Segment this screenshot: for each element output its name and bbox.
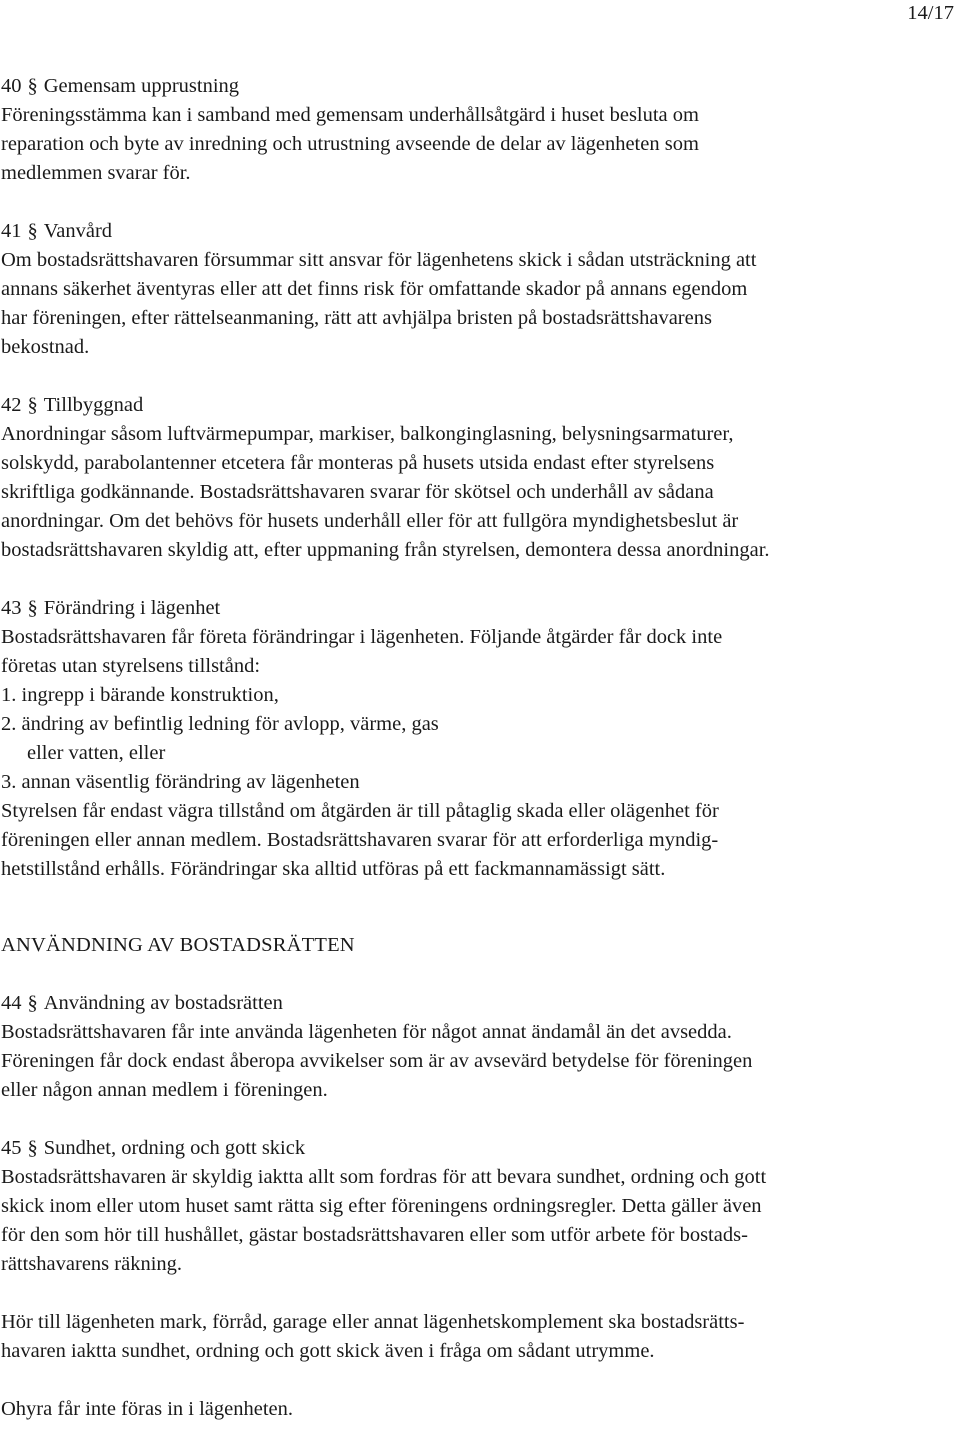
section-heading	[1, 1134, 956, 1163]
section-symbol: §	[27, 597, 38, 619]
paragraph-line: anordningar. Om det behövs för husets underhåll eller för att fullgöra myndighetsbeslut är	[1, 510, 739, 532]
paragraph-line: skriftliga godkännande. Bostadsrättshavaren svarar för skötsel och underhåll av sådana	[1, 481, 714, 503]
paragraph-line: har föreningen, efter rättelseanmaning, rätt att avhjälpa bristen på bostadsrättshavarens	[1, 307, 712, 329]
paragraph-line: bekostnad.	[1, 336, 90, 358]
spacer	[1, 884, 956, 931]
section-symbol: §	[27, 220, 38, 242]
list-item: 3. annan väsentlig förändring av lägenheten	[1, 771, 360, 793]
spacer	[1, 1279, 956, 1308]
spacer	[1, 188, 956, 217]
section-heading	[1, 594, 956, 623]
chapter-heading: ANVÄNDNING AV BOSTADSRÄTTEN	[1, 934, 355, 956]
section-number: 43	[1, 597, 22, 619]
paragraph-line: Ohyra får inte föras in i lägenheten.	[1, 1398, 294, 1420]
paragraph-line: företas utan styrelsens tillstånd:	[1, 655, 261, 677]
paragraph-line: hetstillstånd erhålls. Förändringar ska alltid utföras på ett fackmannamässigt sätt.	[1, 858, 666, 880]
section-title: Vanvård	[43, 220, 113, 242]
section-40	[1, 72, 956, 188]
paragraph-line: Anordningar såsom luftvärmepumpar, markiser, balkonginglasning, belysningsarmaturer,	[1, 423, 734, 445]
paragraph-line: Styrelsen får endast vägra tillstånd om åtgärden är till påtaglig skada eller olägenhet för	[1, 800, 719, 822]
paragraph-line: föreningen eller annan medlem. Bostadsrättshavaren svarar för att erforderliga myndig-	[1, 829, 719, 851]
section-symbol: §	[27, 394, 38, 416]
paragraph-line: Föreningsstämma kan i samband med gemensam underhållsåtgärd i huset besluta om	[1, 104, 699, 126]
section-41	[1, 217, 956, 362]
paragraph-line: havaren iaktta sundhet, ordning och gott skick även i fråga om sådant utrymme.	[1, 1340, 655, 1362]
section-number: 42	[1, 394, 22, 416]
list-item-continuation: eller vatten, eller	[27, 742, 166, 764]
section-title: Förändring i lägenhet	[43, 597, 221, 619]
paragraph-line: Hör till lägenheten mark, förråd, garage eller annat lägenhetskomplement ska bostadsrätts-	[1, 1311, 745, 1333]
section-number: 44	[1, 992, 22, 1014]
paragraph-line: rättshavarens räkning.	[1, 1253, 183, 1275]
paragraph-line: skick inom eller utom huset samt rätta sig efter föreningens ordningsregler. Detta gäller även	[1, 1195, 762, 1217]
section-symbol: §	[27, 75, 38, 97]
section-number: 45	[1, 1137, 22, 1159]
list-item: 2. ändring av befintlig ledning för avlopp, värme, gas	[1, 713, 439, 735]
section-44	[1, 989, 956, 1105]
section-heading	[1, 989, 956, 1018]
section-symbol: §	[27, 992, 38, 1014]
paragraph-line: Bostadsrättshavaren får inte använda lägenheten för något annat ändamål än det avsedda.	[1, 1021, 732, 1043]
paragraph-line: Bostadsrättshavaren får företa förändringar i lägenheten. Följande åtgärder får dock inte	[1, 626, 723, 648]
section-title: Tillbyggnad	[43, 394, 144, 416]
spacer	[1, 1366, 956, 1395]
paragraph-line: reparation och byte av inredning och utrustning avseende de delar av lägenheten som	[1, 133, 699, 155]
spacer	[1, 1105, 956, 1134]
section-title: Sundhet, ordning och gott skick	[43, 1137, 306, 1159]
list-item: 1. ingrepp i bärande konstruktion,	[1, 684, 279, 706]
paragraph-line: solskydd, parabolantenner etcetera får monteras på husets utsida endast efter styrelsens	[1, 452, 715, 474]
section-heading	[1, 217, 956, 246]
paragraph-line: Om bostadsrättshavaren försummar sitt ansvar för lägenhetens skick i sådan utsträckning att	[1, 249, 757, 271]
paragraph-line: bostadsrättshavaren skyldig att, efter uppmaning från styrelsen, demontera dessa anordningar.	[1, 539, 770, 561]
paragraph-line: annans säkerhet äventyras eller att det finns risk för omfattande skador på annans egendom	[1, 278, 748, 300]
paragraph-line: eller någon annan medlem i föreningen.	[1, 1079, 328, 1101]
section-symbol: §	[27, 1137, 38, 1159]
section-heading	[1, 391, 956, 420]
page-number: 14/17	[907, 2, 954, 24]
section-43	[1, 594, 956, 884]
spacer	[1, 362, 956, 391]
document-body	[1, 72, 956, 1424]
section-heading	[1, 72, 956, 101]
section-45	[1, 1134, 956, 1424]
section-title: Gemensam upprustning	[43, 75, 240, 97]
section-42	[1, 391, 956, 565]
paragraph-line: Bostadsrättshavaren är skyldig iaktta allt som fordras för att bevara sundhet, ordning och gott	[1, 1166, 767, 1188]
paragraph-line: för den som hör till hushållet, gästar bostadsrättshavaren eller som utför arbete för bostads-	[1, 1224, 748, 1246]
paragraph-line: Föreningen får dock endast åberopa avvikelser som är av avsevärd betydelse för föreningen	[1, 1050, 753, 1072]
spacer	[1, 960, 956, 989]
section-number: 41	[1, 220, 22, 242]
section-title: Användning av bostadsrätten	[43, 992, 283, 1014]
section-number: 40	[1, 75, 22, 97]
spacer	[1, 565, 956, 594]
paragraph-line: medlemmen svarar för.	[1, 162, 191, 184]
